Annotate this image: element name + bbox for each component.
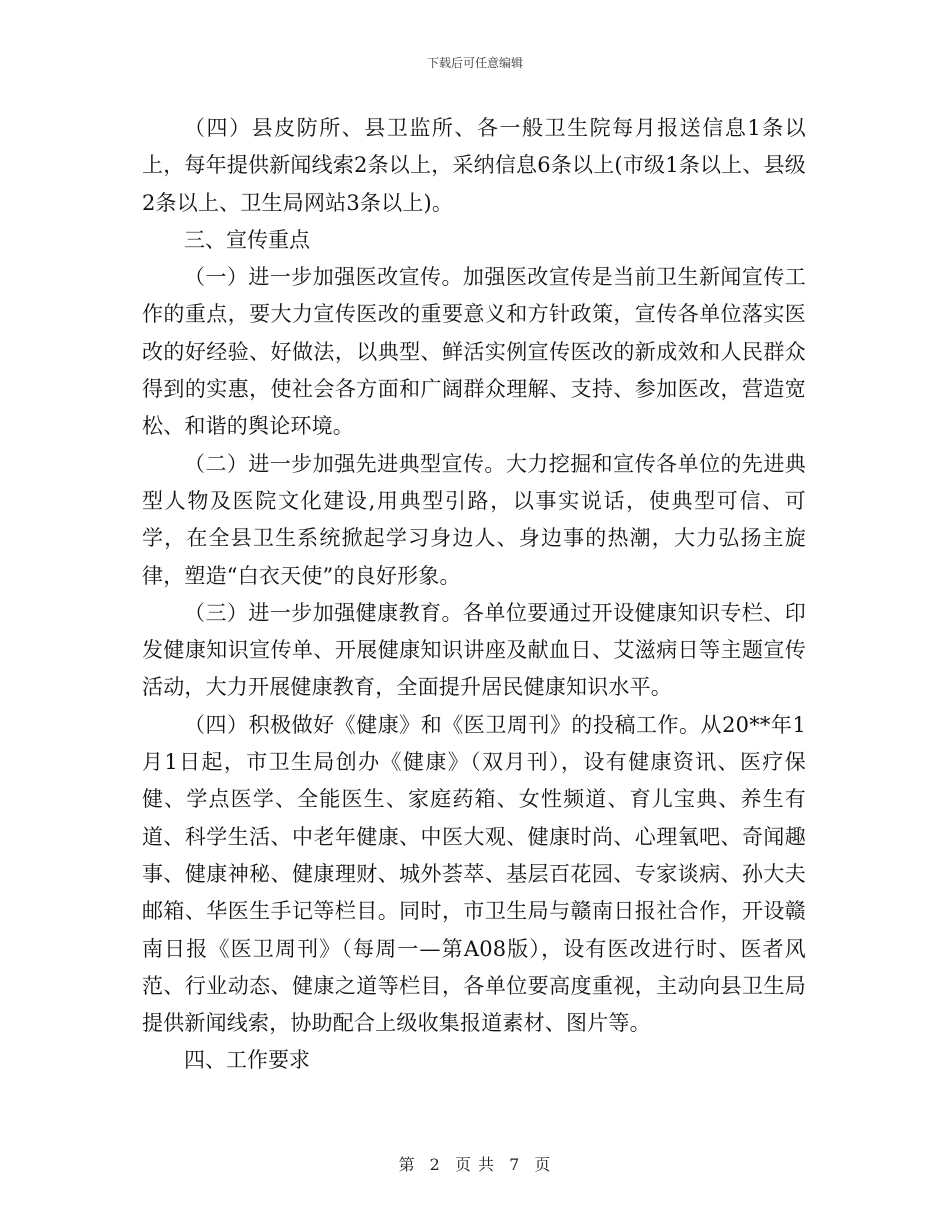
page-header: 下载后可任意编辑 bbox=[426, 56, 523, 70]
paragraph-health-education: （三）进一步加强健康教育。各单位要通过开设健康知识专栏、印发健康知识宣传单、开展健康知识讲座及献血日、艾滋病日等主题宣传活动，大力开展健康教育，全面提升居民健康知识水平。 bbox=[142, 600, 806, 700]
paragraph-advanced-models: （二）进一步加强先进典型宣传。大力挖掘和宣传各单位的先进典型人物及医院文化建设,用典型引路，以事实说话，使典型可信、可学，在全县卫生系统掀起学习身边人、身边事的热潮，大力弘扬主旋律，塑造“白衣天使”的良好形象。 bbox=[142, 451, 806, 588]
paragraph-county-reporting: （四）县皮防所、县卫监所、各一般卫生院每月报送信息1条以上，每年提供新闻线索2条以上，采纳信息6条以上(市级1条以上、县级2条以上、卫生局网站3条以上)。 bbox=[142, 116, 806, 215]
document-body bbox=[142, 110, 806, 1080]
page-footer bbox=[0, 1152, 950, 1175]
footer-suffix: 页 bbox=[534, 1155, 552, 1174]
section-heading-work-requirements: 四、工作要求 bbox=[184, 1048, 310, 1073]
paragraph-medical-reform: （一）进一步加强医改宣传。加强医改宣传是当前卫生新闻宣传工作的重点，要大力宣传医改的重要意义和方针政策，宣传各单位落实医改的好经验、好做法，以典型、鲜活实例宣传医改的新成效和人民群众得到的实惠，使社会各方面和广阔群众理解、支持、参加医改，营造宽松、和谐的舆论环境。 bbox=[142, 265, 806, 439]
section-heading-publicity-focus: 三、宣传重点 bbox=[184, 227, 310, 252]
footer-page-number: 2 bbox=[429, 1155, 441, 1174]
paragraph-submissions: （四）积极做好《健康》和《医卫周刊》的投稿工作。从20**年1月1日起，市卫生局创办《健康》（双月刊），设有健康资讯、医疗保健、学点医学、全能医生、家庭药箱、女性频道、育儿宝典、养生有道、科学生活、中老年健康、中医大观、健康时尚、心理氧吧、奇闻趣事、健康神秘、健康理财、城外荟萃、基层百花园、专家谈病、孙大夫邮箱、华医生手记等栏目。同时，市卫生局与赣南日报社合作，开设赣南日报《医卫周刊》（每周一—第A08版），设有医改进行时、医者风范、行业动态、健康之道等栏目，各单位要高度重视，主动向县卫生局提供新闻线索，协助配合上级收集报道素材、图片等。 bbox=[142, 712, 806, 1036]
footer-prefix: 第 bbox=[398, 1155, 416, 1174]
footer-mid: 页 共 bbox=[454, 1155, 496, 1174]
footer-total-pages: 7 bbox=[509, 1155, 521, 1174]
